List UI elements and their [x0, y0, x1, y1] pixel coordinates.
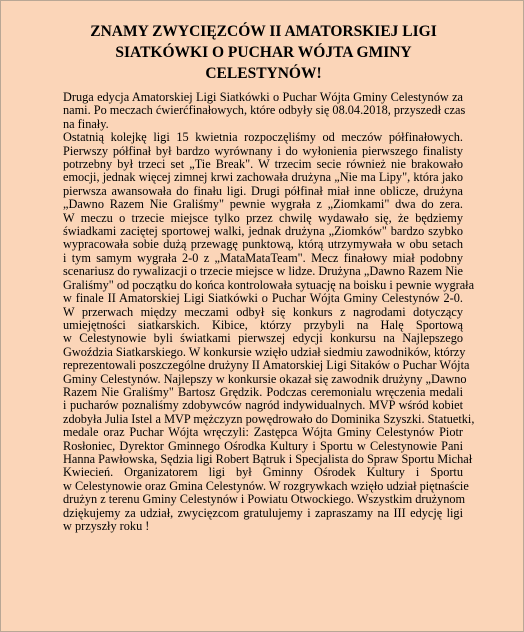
body-line: zdobyła Julia Istel a MVP mężczyzn powędrowało do Dominika Szyszki. Statuetki,	[63, 411, 475, 426]
body-line: Kwiecień. Organizatorem ligi był Gminny Ośrodek Kultury i Sportu	[63, 465, 463, 480]
body-line: umiejętności siatkarskich. Kibice, którzy przybyli na Halę Sportową	[63, 317, 463, 332]
body-line: W przerwach między meczami odbył się konkurs z nagrodami dotyczący	[63, 304, 463, 319]
body-line: Druga edycja Amatorskiej Ligi Siatkówki o Puchar Wójta Gminy Celestynów za	[63, 90, 463, 104]
body-line: na finały.	[63, 116, 109, 131]
body-line: w finale II Amatorskiej Ligi Siatkówki o Puchar Wójta Gminy Celestynów 2-0.	[63, 291, 463, 306]
article-title	[41, 21, 486, 84]
body-line: „Dawno Razem Nie Graliśmy" pewnie wygrała z „Ziomkami" dwa do zera.	[63, 197, 463, 212]
body-line: świadkami zaciętej sportowej walki, jednak drużyna „Ziomków" bardzo szybko	[63, 224, 463, 239]
body-line: potrzebny był trzeci set „Tie Break". W trzecim secie również nie brakowało	[63, 157, 463, 172]
body-line: Graliśmy" od początku do końca kontrolowała sytuację na boisku i pewnie wygrała	[63, 277, 475, 292]
body-line: scenariusz do rywalizacji o trzecie miejsce w lidze. Drużyna „Dawno Razem Nie	[63, 264, 463, 279]
title-line: SIATKÓWKI O PUCHAR WÓJTA GMINY	[115, 44, 412, 61]
body-line: w Celestynowie byli światkami pierwszej edycji konkursu na Najlepszego	[63, 331, 463, 346]
body-line: emocji, jednak więcej zimnej krwi zachowała drużyna „Nie ma Lipy", która jako	[63, 170, 463, 185]
body-line: Gwoździa Siatkarskiego. W konkursie wzięło udział siedmiu zawodników, którzy	[63, 344, 466, 359]
body-line: w Celestynowie oraz Gmina Celestynów. W rozgrywkach wzięło udział piętnaście	[63, 478, 469, 493]
body-line: reprezentowali poszczególne drużyny II Amatorskiej Ligi Sitaków o Puchar Wójta	[63, 358, 470, 373]
body-line: drużyn z terenu Gminy Celestynów i Powiatu Otwockiego. Wszystkim drużynom	[63, 492, 466, 507]
title-line: ZNAMY ZWYCIĘZCÓW II AMATORSKIEJ LIGI	[90, 23, 437, 40]
body-line: Razem Nie Graliśmy" Bartosz Grędzik. Podczas ceremonialu wręczenia medali	[63, 384, 463, 399]
article-body	[63, 90, 475, 533]
body-line: W meczu o trzecie miejsce tylko przez chwilę wydawało się, że będziemy	[63, 210, 463, 225]
body-line: Gminy Celestynów. Najlepszy w konkursie okazał się zawodnik drużyny „Dawno	[63, 371, 467, 386]
body-line: dziękujemy za udział, zwycięzcom gratulujemy i zapraszamy na III edycję ligi	[63, 505, 463, 520]
body-line: i pucharów poznaliśmy zdobywców nagród indywidualnych. MVP wśród kobiet	[63, 398, 463, 413]
body-line: Pierwszy półfinał był bardzo wyrównany i do wyłonienia pierwszego finalisty	[63, 143, 463, 158]
body-line: pierwsza awansowała do finału ligi. Drugi półfinał miał inne oblicze, drużyna	[63, 183, 463, 198]
body-line: i tym samym wygrała 2-0 z „MataMataTeam". Mecz finałowy miał podobny	[63, 250, 463, 265]
body-line: wypracowała sobie dużą przewagę punktową, którą utrzymywała w obu setach	[63, 237, 463, 252]
body-line: Hanna Pawłowska, Sędzia ligi Robert Bątruk i Specjalista do Spraw Sportu Michał	[63, 451, 473, 466]
body-line: medale oraz Puchar Wójta wręczyli: Zastępca Wójta Gminy Celestynów Piotr	[63, 425, 463, 440]
body-line: Ostatnią kolejkę ligi 15 kwietnia rozpoczęliśmy od meczów półfinałowych.	[63, 130, 463, 145]
body-line: Rosłoniec, Dyrektor Gminnego Ośrodka Kultury i Sportu w Celestynowie Pani	[63, 438, 463, 453]
body-line: w przyszły roku !	[63, 519, 150, 533]
title-line: CELESTYNÓW!	[205, 65, 322, 82]
body-line: nami. Po meczach ćwierćfinałowych, które odbyły się 08.04.2018, przyszedł czas	[63, 103, 466, 118]
